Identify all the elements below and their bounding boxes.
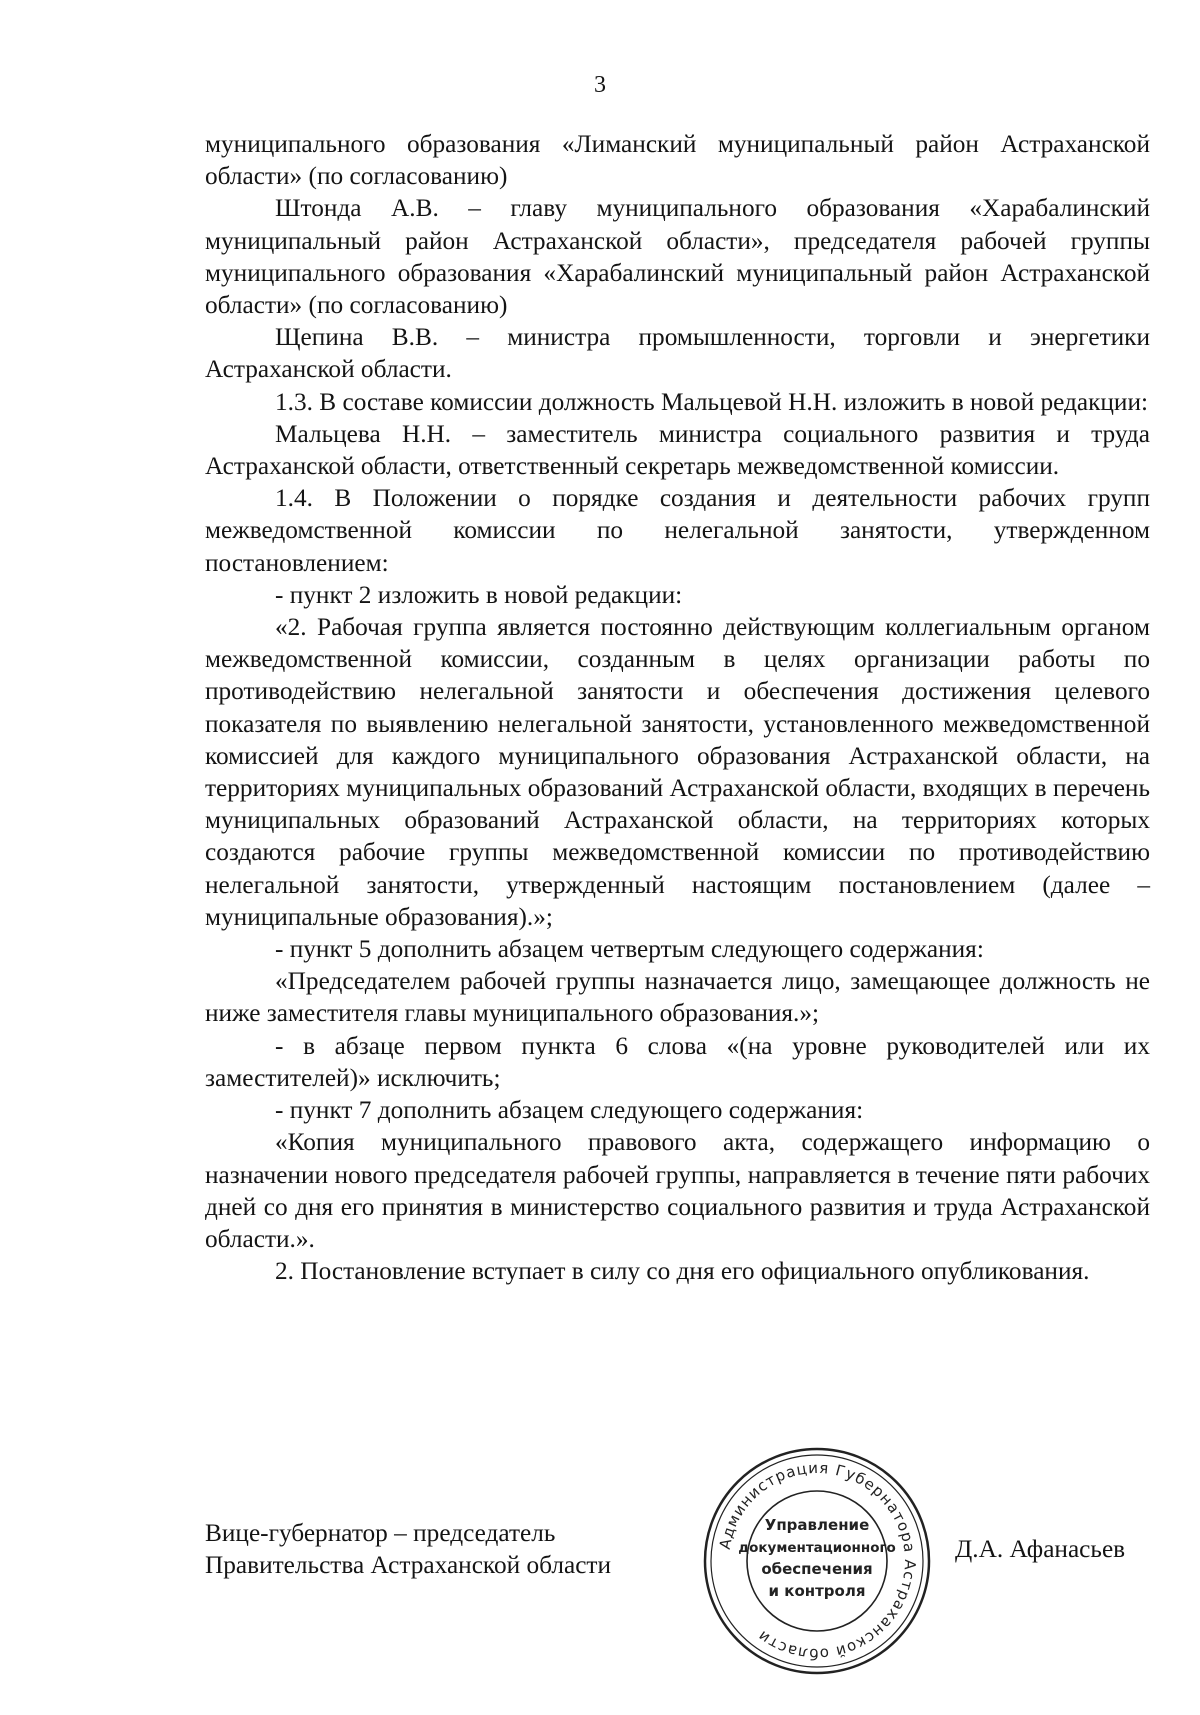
paragraph: - пункт 7 дополнить абзацем следующего содержания:: [275, 1096, 864, 1125]
paragraph: «Председателем рабочей группы назначается лицо, замещающее должность не ниже заместителя главы муниципального образования.»;: [205, 967, 1150, 1028]
paragraph: 1.3. В составе комиссии должность Мальцевой Н.Н. изложить в новой редакции:: [275, 387, 1149, 416]
signature-position-line2: Правительства Астраханской области: [205, 1551, 612, 1579]
page-number: 3: [594, 72, 606, 98]
seal-ring-text: Администрация Губернатора Астраханской области: [715, 1458, 920, 1664]
paragraph: Мальцева Н.Н. – заместитель министра социального развития и труда Астраханской области, ответственный секретарь межведомственной комиссии.: [205, 419, 1150, 481]
signature-position-line1: Вице-губернатор – председатель: [205, 1519, 556, 1547]
official-seal: [702, 1446, 932, 1676]
paragraph: Щепина В.В. – министра промышленности, торговли и энергетики Астраханской области.: [205, 323, 1150, 384]
paragraph: 2. Постановление вступает в силу со дня его официального опубликования.: [275, 1257, 1090, 1286]
signature-position: [205, 1517, 611, 1581]
document-body: [205, 128, 1150, 1287]
paragraph: - в абзаце первом пункта 6 слова «(на уровне руководителей или их заместителей)» исключить;: [205, 1031, 1150, 1092]
paragraph: Штонда А.В. – главу муниципального образования «Харабалинский муниципальный район Астраханской области», председателя рабочей группы муниципального образования «Харабалинский муниципальный район Астраханской области» (по согласованию): [205, 194, 1150, 320]
paragraph: - пункт 2 изложить в новой редакции:: [275, 580, 683, 609]
seal-center-line: документационного: [738, 1540, 896, 1556]
paragraph: - пункт 5 дополнить абзацем четвертым следующего содержания:: [275, 935, 984, 964]
paragraph: «Копия муниципального правового акта, содержащего информацию о назначении нового председателя рабочей группы, направляется в течение пяти рабочих дней со дня его принятия в министерство социального развития и труда Астраханской области.».: [205, 1128, 1150, 1253]
seal-center-line: обеспечения: [761, 1560, 873, 1578]
seal-center-line: Управление: [764, 1516, 870, 1534]
signatory-name: Д.А. Афанасьев: [955, 1535, 1126, 1563]
paragraph: муниципального образования «Лиманский муниципальный район Астраханской области» (по согласованию): [205, 130, 1150, 191]
paragraph: «2. Рабочая группа является постоянно действующим коллегиальным органом межведомственной комиссии, созданным в целях организации работы по противодействию нелегальной занятости и обеспечения достижения целевого показателя по выявлению нелегальной занятости, установленного межведомственной комиссией для каждого муниципального образования Астраханской области, на территориях муниципальных образований Астраханской области, входящих в перечень муниципальных образований Астраханской области, на территориях которых создаются рабочие группы межведомственной комиссии по противодействию нелегальной занятости, утвержденный настоящим постановлением (далее – муниципальные образования).»;: [205, 613, 1150, 931]
paragraph: 1.4. В Положении о порядке создания и деятельности рабочих групп межведомственной комиссии по нелегальной занятости, утвержденном постановлением:: [205, 484, 1150, 577]
seal-center-line: и контроля: [768, 1582, 866, 1600]
